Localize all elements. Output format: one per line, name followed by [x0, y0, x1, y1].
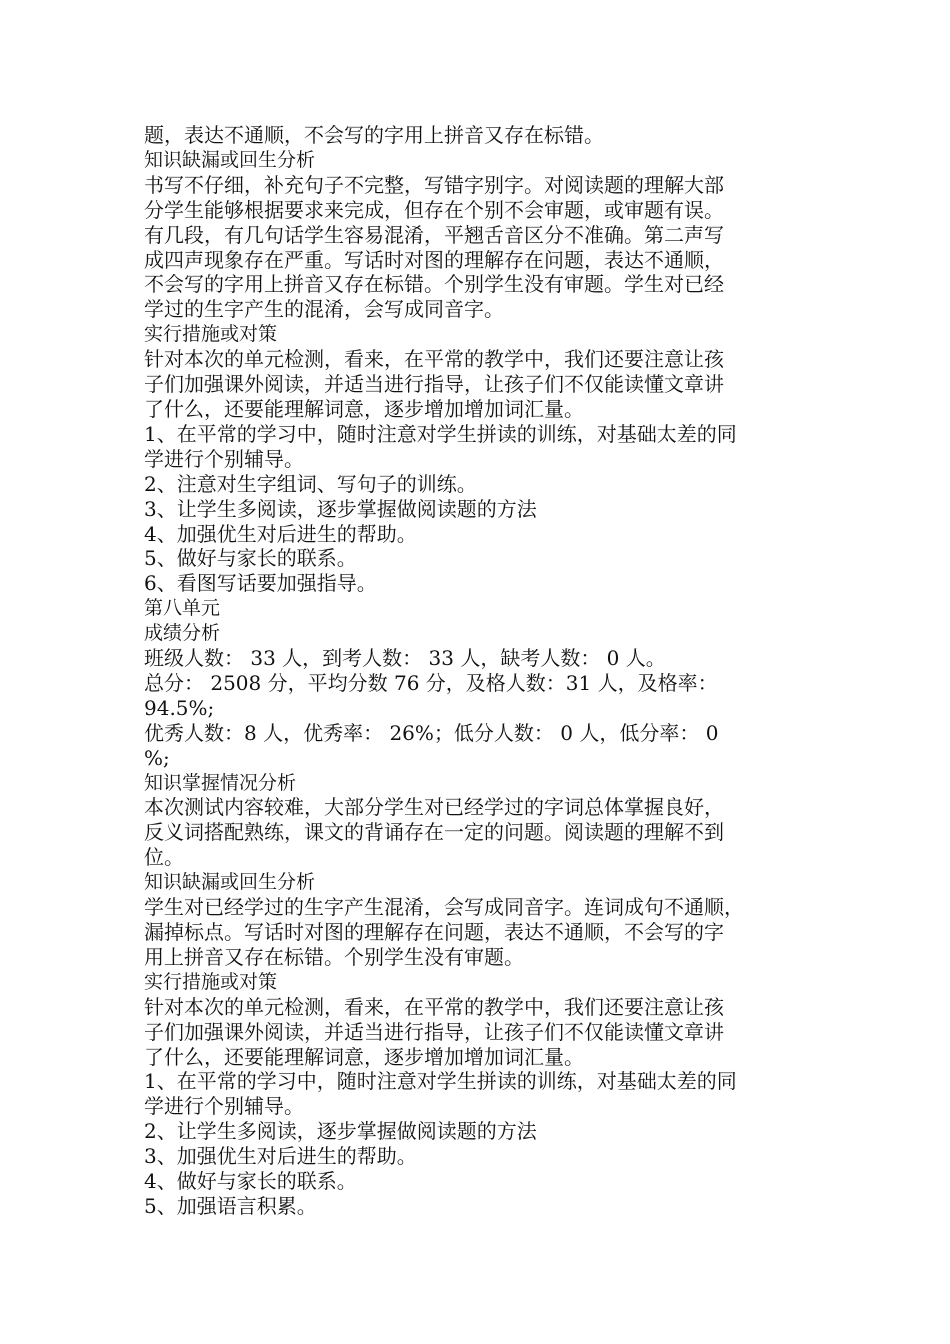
stats-line: %;: [144, 745, 170, 770]
list-item: 4、做好与家长的联系。: [144, 1169, 357, 1194]
text-line: 子们加强课外阅读，并适当进行指导，让孩子们不仅能读懂文章讲: [144, 1019, 724, 1044]
list-item: 6、看图写话要加强指导。: [144, 571, 377, 596]
stats-line: 优秀人数：8 人，优秀率： 26%；低分人数： 0 人，低分率： 0: [144, 720, 719, 745]
text-line: 不会写的字用上拼音又存在标错。个别学生没有审题。学生对已经: [144, 272, 724, 297]
text-line: 漏掉标点。写话时对图的理解存在问题，表达不通顺，不会写的字: [144, 920, 724, 944]
text-line: 针对本次的单元检测，看来，在平常的教学中，我们还要注意让孩: [144, 994, 724, 1019]
text-line: 书写不仔细，补充句子不完整，写错字别字。对阅读题的理解大部: [144, 172, 724, 197]
text-line: 反义词搭配熟练，课文的背诵存在一定的问题。阅读题的理解不到: [144, 820, 724, 845]
list-item: 3、加强优生对后进生的帮助。: [144, 1144, 417, 1169]
section-heading: 实行措施或对策: [144, 970, 278, 993]
stats-line: 班级人数： 33 人，到考人数： 33 人，缺考人数： 0 人。: [144, 646, 666, 671]
text-line: 针对本次的单元检测，看来，在平常的教学中，我们还要注意让孩: [144, 347, 724, 372]
section-heading: 知识掌握情况分析: [144, 771, 297, 794]
list-item: 2、注意对生字组词、写句子的训练。: [144, 471, 477, 496]
section-heading: 成绩分析: [144, 622, 221, 645]
text-line: 学生对已经学过的生字产生混淆，会写成同音字。连词成句不通顺，: [144, 895, 744, 920]
text-line: 用上拼音又存在标错。个别学生没有审题。: [144, 944, 524, 969]
list-item: 5、加强语言积累。: [144, 1193, 317, 1218]
stats-line: 总分： 2508 分，平均分数 76 分，及格人数：31 人，及格率：: [144, 670, 718, 695]
text-line: 题，表达不通顺，不会写的字用上拼音又存在标错。: [144, 123, 604, 147]
text-line: 分学生能够根据要求来完成，但存在个别不会审题，或审题有误。: [144, 197, 724, 222]
list-item: 4、加强优生对后进生的帮助。: [144, 521, 417, 546]
section-heading: 知识缺漏或回生分析: [144, 148, 316, 171]
text-line: 了什么，还要能理解词意，逐步增加增加词汇量。: [144, 1044, 584, 1069]
text-line: 有几段，有几句话学生容易混淆，平翘舌音区分不准确。第二声写: [144, 222, 724, 247]
list-item: 5、做好与家长的联系。: [144, 546, 357, 571]
text-line: 学过的生字产生的混淆，会写成同音字。: [144, 297, 504, 322]
text-line: 本次测试内容较难，大部分学生对已经学过的字词总体掌握良好，: [144, 795, 724, 820]
list-item: 3、让学生多阅读，逐步掌握做阅读题的方法: [144, 496, 537, 521]
stats-line: 94.5%;: [144, 695, 215, 720]
text-line: 子们加强课外阅读，并适当进行指导，让孩子们不仅能读懂文章讲: [144, 372, 724, 397]
text-line: 成四声现象存在严重。写话时对图的理解存在问题，表达不通顺，: [144, 247, 724, 272]
section-heading: 实行措施或对策: [144, 323, 278, 346]
section-heading: 知识缺漏或回生分析: [144, 871, 316, 894]
document-page: [144, 123, 824, 1219]
list-item-continuation: 学进行个别辅导。: [144, 1094, 304, 1119]
list-item: 2、让学生多阅读，逐步掌握做阅读题的方法: [144, 1119, 537, 1144]
list-item-continuation: 学进行个别辅导。: [144, 446, 304, 471]
list-item: 1、在平常的学习中，随时注意对学生拼读的训练，对基础太差的同: [144, 421, 737, 446]
text-line: 位。: [144, 845, 184, 870]
text-line: 了什么，还要能理解词意，逐步增加增加词汇量。: [144, 396, 584, 421]
list-item: 1、在平常的学习中，随时注意对学生拼读的训练，对基础太差的同: [144, 1069, 737, 1094]
unit-heading: 第八单元: [144, 597, 221, 620]
